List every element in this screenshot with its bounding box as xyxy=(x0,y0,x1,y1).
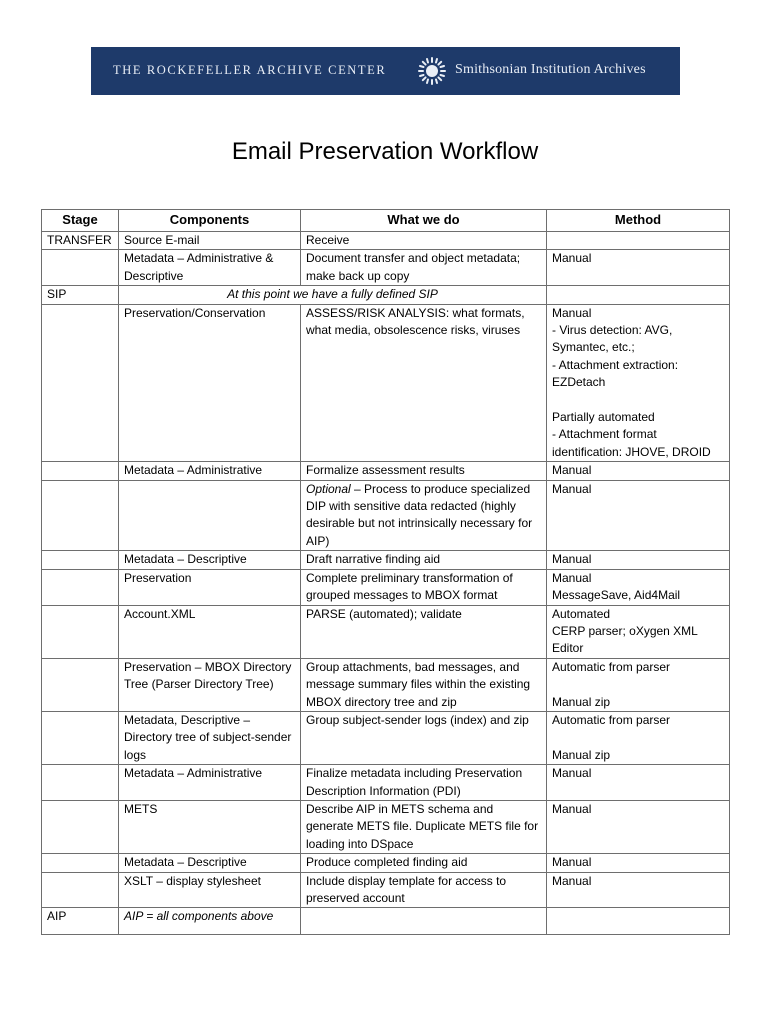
component-cell: Source E-mail xyxy=(119,232,301,250)
method-cell: Manual xyxy=(547,800,730,853)
component-cell: Preservation – MBOX Directory Tree (Parser Directory Tree) xyxy=(119,658,301,711)
action-cell: ASSESS/RISK ANALYSIS: what formats, what media, obsolescence risks, viruses xyxy=(301,304,547,462)
action-cell: Describe AIP in METS schema and generate METS file. Duplicate METS file for loading into DSpace xyxy=(301,800,547,853)
action-cell: Draft narrative finding aid xyxy=(301,551,547,569)
header-method: Method xyxy=(547,210,730,232)
component-cell: Metadata – Descriptive xyxy=(119,551,301,569)
action-cell: Produce completed finding aid xyxy=(301,854,547,872)
smithsonian-logo-text: Smithsonian Institution Archives xyxy=(455,62,646,77)
component-cell xyxy=(119,480,301,551)
table-row xyxy=(42,658,730,711)
method-cell: Automatic from parser Manual zip xyxy=(547,658,730,711)
table-row xyxy=(42,872,730,908)
component-cell: Preservation xyxy=(119,569,301,605)
table-row xyxy=(42,711,730,764)
stage-cell: AIP xyxy=(42,908,119,935)
action-cell: Include display template for access to preserved account xyxy=(301,872,547,908)
header-components: Components xyxy=(119,210,301,232)
action-cell: Formalize assessment results xyxy=(301,462,547,480)
table-row xyxy=(42,765,730,801)
page-title: Email Preservation Workflow xyxy=(231,138,539,165)
table-row xyxy=(42,551,730,569)
sip-note: At this point we have a fully defined SIP xyxy=(119,286,547,304)
method-cell: Manual xyxy=(547,551,730,569)
action-cell: Finalize metadata including Preservation Description Information (PDI) xyxy=(301,765,547,801)
method-cell: Manual xyxy=(547,480,730,551)
component-cell: Metadata, Descriptive – Directory tree of subject-sender logs xyxy=(119,711,301,764)
workflow-table xyxy=(41,209,730,935)
component-cell: METS xyxy=(119,800,301,853)
component-cell: Account.XML xyxy=(119,605,301,658)
table-row xyxy=(42,800,730,853)
component-cell: Metadata – Administrative xyxy=(119,765,301,801)
component-cell: Metadata – Descriptive xyxy=(119,854,301,872)
component-cell: XSLT – display stylesheet xyxy=(119,872,301,908)
method-cell: Manual MessageSave, Aid4Mail xyxy=(547,569,730,605)
header-stage: Stage xyxy=(42,210,119,232)
component-cell: Metadata – Administrative & Descriptive xyxy=(119,250,301,286)
table-row xyxy=(42,462,730,480)
method-cell: Manual xyxy=(547,462,730,480)
component-cell: Preservation/Conservation xyxy=(119,304,301,462)
stage-cell: TRANSFER xyxy=(42,232,119,250)
header-banner xyxy=(91,47,680,95)
smithsonian-sunburst-icon xyxy=(417,56,447,86)
table-row xyxy=(42,286,730,304)
table-row xyxy=(42,908,730,935)
action-cell: PARSE (automated); validate xyxy=(301,605,547,658)
method-cell: Automated CERP parser; oXygen XML Editor xyxy=(547,605,730,658)
action-cell: Group attachments, bad messages, and message summary files within the existing MBOX directory tree and zip xyxy=(301,658,547,711)
method-cell: Manual xyxy=(547,872,730,908)
rockefeller-logo-text: THE ROCKEFELLER ARCHIVE CENTER xyxy=(113,63,387,77)
method-cell: Automatic from parser Manual zip xyxy=(547,711,730,764)
action-cell: Complete preliminary transformation of grouped messages to MBOX format xyxy=(301,569,547,605)
table-header-row xyxy=(42,210,730,232)
table-row xyxy=(42,250,730,286)
method-cell: Manual xyxy=(547,250,730,286)
stage-cell: SIP xyxy=(42,286,119,304)
method-cell: Manual - Virus detection: AVG, Symantec, etc.; - Attachment extraction: EZDetach Partially automated - Attachment format identification: JHOVE, DROID xyxy=(547,304,730,462)
component-cell: Metadata – Administrative xyxy=(119,462,301,480)
table-row xyxy=(42,605,730,658)
method-cell xyxy=(547,232,730,250)
table-row xyxy=(42,304,730,462)
header-what-we-do: What we do xyxy=(301,210,547,232)
method-cell: Manual xyxy=(547,854,730,872)
aip-note: AIP = all components above xyxy=(119,908,301,935)
table-row xyxy=(42,232,730,250)
action-cell: Optional – Process to produce specialized DIP with sensitive data redacted (highly desirable but not intrinsically necessary for AIP) xyxy=(301,480,547,551)
action-cell: Receive xyxy=(301,232,547,250)
table-row xyxy=(42,854,730,872)
method-cell: Manual xyxy=(547,765,730,801)
table-row xyxy=(42,569,730,605)
action-cell: Group subject-sender logs (index) and zip xyxy=(301,711,547,764)
table-row xyxy=(42,480,730,551)
action-cell: Document transfer and object metadata; make back up copy xyxy=(301,250,547,286)
